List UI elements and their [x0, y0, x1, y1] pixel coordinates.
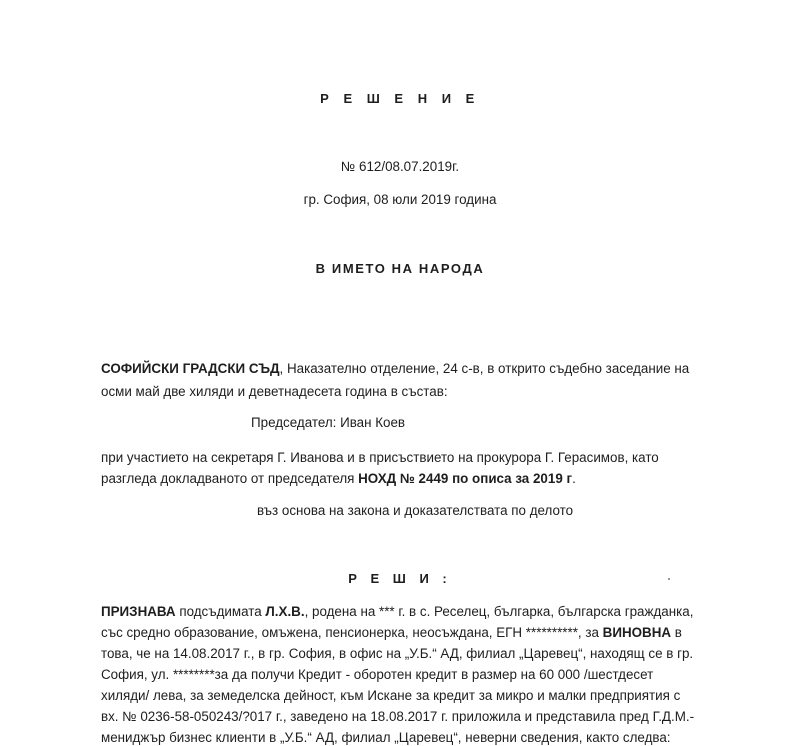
- decision-number: № 612/08.07.2019г.: [340, 159, 460, 174]
- in-the-name-heading: В ИМЕТО НА НАРОДА: [315, 261, 485, 276]
- document-title: Р Е Ш Е Н И Е: [320, 91, 480, 106]
- verdict-line2-text: със средно образование, омъжена, пенсионерка, неосъждана, ЕГН **********, за: [101, 625, 603, 640]
- case-reference: НОХД № 2449 по описа за 2019 г: [358, 471, 573, 486]
- court-composition-line1: [101, 361, 689, 377]
- scan-speck: [668, 578, 670, 580]
- defendant-initials: Л.Х.В.: [265, 604, 305, 619]
- verdict-keyword: ПРИЗНАВА: [101, 604, 176, 619]
- verdict-line6: вх. № 0236-58-050243/?017 г., заведено на 18.08.2017 г. приложила и представила пред Г.Д.М.-: [101, 709, 695, 724]
- guilty-keyword: ВИНОВНА: [602, 625, 672, 640]
- verdict-line1-text-a: подсъдимата: [175, 604, 266, 619]
- verdict-line2-end: в: [671, 625, 682, 640]
- court-line1-rest: , Наказателно отделение, 24 с-в, в открито съдебно заседание на: [279, 361, 690, 376]
- verdict-line1-text-b: , родена на *** г. в с. Реселец, българка, българска гражданка,: [304, 604, 694, 619]
- verdict-line1: [101, 604, 693, 620]
- court-name: СОФИЙСКИ ГРАДСКИ СЪД: [101, 361, 280, 376]
- chairman-line: Председател: Иван Коев: [251, 415, 406, 430]
- verdict-line5: хиляди/ лева, за земеделска дейност, към Искане за кредит за микро и малки предприятия с: [101, 688, 681, 703]
- participation-line2-start: разгледа докладваното от председателя: [101, 471, 359, 486]
- verdict-line7: мениджър бизнес клиенти в „У.Б.“ АД, филиал „Царевец“, неверни сведения, както следва:: [101, 730, 671, 745]
- basis-line: въз основа на закона и доказателствата по делото: [257, 503, 574, 518]
- place-and-date: гр. София, 08 юли 2019 година: [303, 192, 497, 207]
- participation-line1: при участието на секретаря Г. Иванова и в присъствието на прокурора Г. Герасимов, като: [101, 450, 659, 465]
- court-composition-line2: осми май две хиляди и деветнадесета година в състав:: [101, 384, 448, 399]
- verdict-line3: това, че на 14.08.2017 г., в гр. София, в офис на „У.Б.“ АД, филиал „Царевец“, находящ се в гр.: [101, 646, 694, 661]
- verdict-line4: София, ул. ********за да получи Кредит - оборотен кредит в размер на 60 000 /шестдесет: [101, 667, 654, 682]
- decision-heading: Р Е Ш И :: [348, 571, 452, 586]
- verdict-line2: [101, 625, 682, 641]
- participation-line2-end: .: [572, 471, 576, 486]
- participation-line2: [101, 471, 576, 487]
